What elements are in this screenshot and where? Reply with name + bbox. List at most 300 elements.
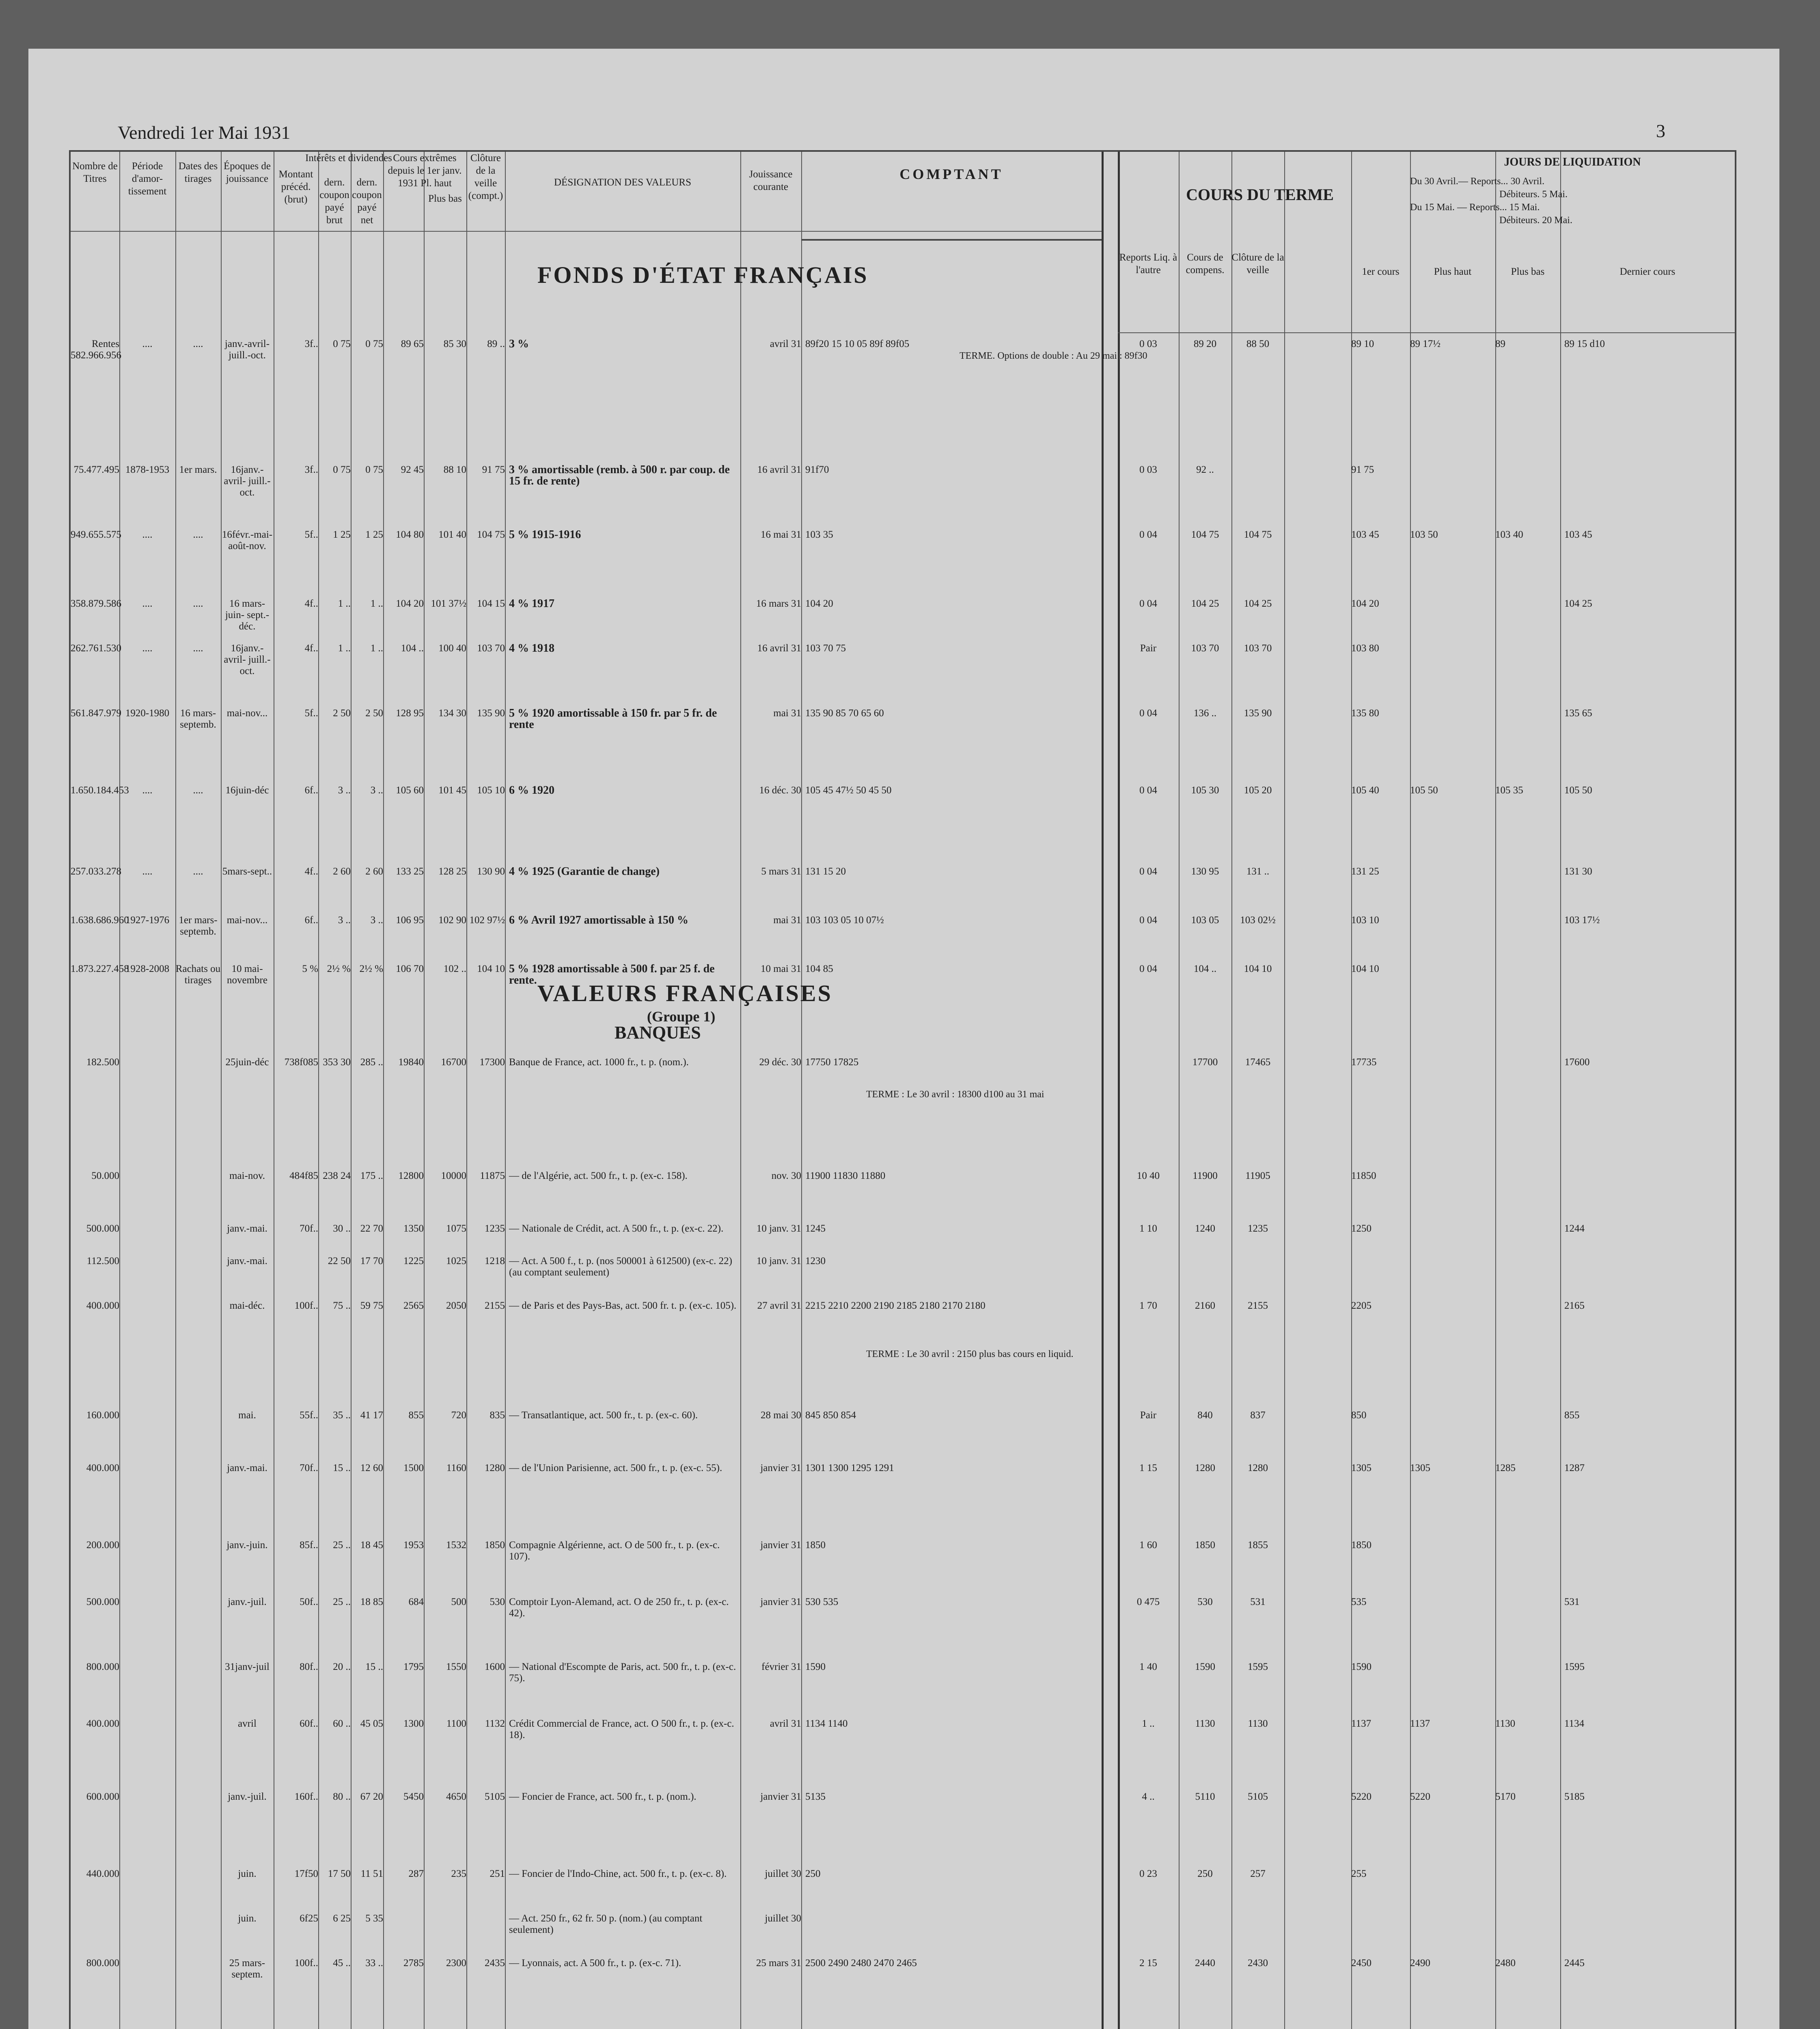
cell-periode: ....	[142, 338, 153, 349]
cell-brut: 45 ..	[333, 1958, 351, 1969]
cell-brut: 6 25	[333, 1913, 351, 1924]
cell-nombre: 600.000	[86, 1791, 119, 1802]
cell-desig: — National d'Escompte de Paris, act. 500 fr., t. p. (ex-c. 75).	[509, 1661, 736, 1684]
cell-nombre: 561.847.979	[71, 708, 121, 719]
col-bas: Plus bas	[428, 193, 462, 204]
cell-compens: 1130	[1195, 1718, 1215, 1729]
cell-veille: 89 ..	[487, 338, 505, 349]
cell-desig: 4 % 1918	[509, 642, 554, 655]
col-jouissance-courante: Jouissance courante	[749, 169, 793, 192]
cell-veille: 2435	[485, 1958, 505, 1969]
cell-premier: 1850	[1351, 1540, 1371, 1551]
cell-net: 15 ..	[365, 1661, 383, 1672]
cell-jour: mai 31	[773, 915, 801, 926]
col-comptant: COMPTANT	[899, 166, 1003, 182]
cell-dernier: 2165	[1564, 1300, 1585, 1311]
cell-haut: 1225	[403, 1256, 424, 1267]
cell-reports: 0 04	[1139, 785, 1157, 796]
cell-pbas: 2480	[1495, 1958, 1516, 1969]
cell-bas: 134 30	[438, 708, 466, 719]
cell-bas: 16700	[441, 1057, 466, 1068]
col-designation: DÉSIGNATION DES VALEURS	[554, 177, 691, 188]
cell-compens: 130 95	[1191, 866, 1219, 877]
cell-brut: 25 ..	[333, 1596, 351, 1607]
cell-cloture: 131 ..	[1246, 866, 1270, 877]
cell-bas: 2300	[446, 1958, 466, 1969]
cell-net: 3 ..	[370, 915, 383, 926]
cell-montant: 160f..	[294, 1791, 318, 1802]
cell-net: 2 50	[365, 708, 383, 719]
cell-periode: ....	[142, 598, 153, 609]
cell-brut: 1 ..	[338, 643, 351, 654]
cell-bas: 101 40	[438, 529, 466, 540]
cell-net: 18 45	[360, 1540, 383, 1551]
cell-brut: 3 ..	[338, 915, 351, 926]
cell-comptant: 104 85	[805, 963, 833, 974]
liq-line-3: Du 15 Mai. — Reports... 15 Mai.	[1410, 202, 1540, 213]
cell-desig: — de l'Union Parisienne, act. 500 fr., t. p. (ex-c. 55).	[509, 1463, 722, 1473]
cell-tirages: ....	[193, 643, 203, 654]
cell-net: 5 35	[365, 1913, 383, 1924]
cell-jouissance: mai.	[238, 1410, 256, 1421]
cell-nombre: 262.761.530	[71, 643, 121, 654]
cell-haut: 2785	[403, 1958, 424, 1969]
col-compens: Cours de compens.	[1186, 252, 1225, 276]
cell-haut: 684	[408, 1596, 424, 1607]
cell-jour: avril 31	[770, 338, 801, 349]
cell-comptant: 1850	[805, 1540, 826, 1551]
cell-jour: 16 avril 31	[757, 643, 801, 654]
cell-premier: 11850	[1351, 1170, 1376, 1181]
cell-jour: 29 déc. 30	[759, 1057, 801, 1068]
cell-brut: 30 ..	[333, 1223, 351, 1234]
cell-haut: 133 25	[396, 866, 424, 877]
cell-comptant: 1134 1140	[805, 1718, 848, 1729]
cell-phaut: 2490	[1410, 1958, 1430, 1969]
cell-comptant: 103 103 05 10 07½	[805, 915, 884, 926]
cell-jour: avril 31	[770, 1718, 801, 1729]
cell-compens: 17700	[1192, 1057, 1218, 1068]
cell-cloture: 135 90	[1244, 708, 1272, 719]
cell-tirages: ....	[193, 785, 203, 796]
cell-cloture: 105 20	[1244, 785, 1272, 796]
section-banques: BANQUES	[615, 1023, 701, 1043]
cell-montant: 3f..	[304, 464, 318, 475]
cell-phaut: 89 17½	[1410, 338, 1440, 349]
cell-jouissance: 16janv.-avril- juill.-oct.	[224, 464, 271, 498]
cell-bas: 2050	[446, 1300, 466, 1311]
cell-cloture: 17465	[1245, 1057, 1271, 1068]
cell-bas: 100 40	[438, 643, 466, 654]
cell-jouissance: mai-nov...	[226, 915, 268, 926]
cell-nombre: 500.000	[86, 1596, 119, 1607]
cell-premier: 1250	[1351, 1223, 1371, 1234]
cell-comptant: 11900 11830 11880	[805, 1170, 886, 1181]
cell-desig: — de l'Algérie, act. 500 fr., t. p. (ex-c. 158).	[509, 1170, 688, 1181]
cell-veille: 104 75	[477, 529, 505, 540]
cell-net: 285 ..	[360, 1057, 383, 1068]
cell-net: 2 60	[365, 866, 383, 877]
note-paris-pays-bas: TERME : Le 30 avril : 2150 plus bas cours en liquid.	[866, 1349, 1074, 1359]
col-montant: Montant précéd. (brut)	[278, 169, 313, 205]
cell-desig: 5 % 1920 amortissable à 150 fr. par 5 fr. de rente	[509, 707, 717, 731]
cell-montant: 70f..	[300, 1223, 318, 1234]
cell-comptant: 1590	[805, 1661, 826, 1672]
liq-line-2: Débiteurs. 5 Mai.	[1499, 189, 1568, 200]
cell-jour: 16 mai 31	[761, 529, 801, 540]
cell-haut: 5450	[403, 1791, 424, 1802]
cell-tirages: ....	[193, 866, 203, 877]
cell-jour: 27 avril 31	[757, 1300, 801, 1311]
cell-cloture: 103 02½	[1240, 915, 1276, 926]
cell-montant: 80f..	[300, 1661, 318, 1672]
cell-compens: 530	[1197, 1596, 1213, 1607]
cell-dernier: 105 50	[1564, 785, 1592, 796]
cell-reports: 1 60	[1139, 1540, 1157, 1551]
cell-bas: 85 30	[443, 338, 466, 349]
cell-bas: 101 45	[438, 785, 466, 796]
cell-nombre: 1.873.227.458	[71, 963, 129, 974]
cell-cloture: 11905	[1245, 1170, 1270, 1181]
cell-brut: 2 50	[333, 708, 351, 719]
cell-periode: 1920-1980	[125, 708, 170, 719]
cell-nombre: 949.655.575	[71, 529, 121, 540]
cell-dernier: 531	[1564, 1596, 1580, 1607]
cell-dernier: 131 30	[1564, 866, 1592, 877]
cell-compens: 250	[1197, 1868, 1213, 1879]
cell-nombre: 1.638.686.960	[71, 915, 129, 926]
cell-jouissance: 16juin-déc	[225, 785, 269, 796]
cell-net: 59 75	[360, 1300, 383, 1311]
cell-dernier: 104 25	[1564, 598, 1592, 609]
cell-compens: 104 25	[1191, 598, 1219, 609]
cell-nombre: 400.000	[86, 1463, 119, 1473]
cell-premier: 2205	[1351, 1300, 1371, 1311]
cell-veille: 2155	[485, 1300, 505, 1311]
cell-haut: 287	[408, 1868, 424, 1879]
cell-jouissance: 10 mai- novembre	[227, 963, 267, 986]
cell-premier: 2450	[1351, 1958, 1371, 1969]
cell-brut: 1 25	[333, 529, 351, 540]
cell-jour: mai 31	[773, 708, 801, 719]
cell-compens: 5110	[1195, 1791, 1215, 1802]
cell-reports: 10 40	[1136, 1170, 1160, 1181]
cell-brut: 3 ..	[338, 785, 351, 796]
cell-veille: 1235	[485, 1223, 505, 1234]
cell-nombre: 500.000	[86, 1223, 119, 1234]
cell-net: 17 70	[360, 1256, 383, 1267]
cell-phaut: 5220	[1410, 1791, 1430, 1802]
note-rente-option: TERME. Options de double : Au 29 mai : 89f30	[960, 351, 1147, 361]
cell-brut: 17 50	[328, 1868, 351, 1879]
cell-jouissance: 25 mars- septem.	[229, 1958, 265, 1980]
cell-compens: 92 ..	[1196, 464, 1214, 475]
cell-reports: 0 04	[1139, 529, 1157, 540]
cell-cloture: 2155	[1248, 1300, 1268, 1311]
cell-jouissance: janv.-juil.	[228, 1596, 267, 1607]
quotation-table	[69, 150, 1736, 2029]
cell-desig: 3 % amortissable (remb. à 500 r. par coup. de 15 fr. de rente)	[509, 463, 730, 487]
cell-reports: 1 15	[1139, 1463, 1157, 1473]
cell-dernier: 1134	[1564, 1718, 1585, 1729]
cell-montant: 6f..	[304, 785, 318, 796]
liq-line-1: Du 30 Avril.— Reports... 30 Avril.	[1410, 176, 1545, 187]
cell-montant: 85f..	[300, 1540, 318, 1551]
cell-veille: 105 10	[477, 785, 505, 796]
section-fonds-etat: FONDS D'ÉTAT FRANÇAIS	[537, 262, 869, 288]
cell-montant: 55f..	[300, 1410, 318, 1421]
cell-haut: 19840	[398, 1057, 424, 1068]
cell-premier: 103 10	[1351, 915, 1379, 926]
cell-premier: 17735	[1351, 1057, 1377, 1068]
cell-haut: 1300	[403, 1718, 424, 1729]
col-plus-bas: Plus bas	[1511, 266, 1545, 277]
cell-net: 0 75	[365, 338, 383, 349]
cell-comptant: 2500 2490 2480 2470 2465	[805, 1958, 917, 1969]
cell-comptant: 1245	[805, 1223, 826, 1234]
cell-haut: 2565	[403, 1300, 424, 1311]
cell-comptant: 1301 1300 1295 1291	[805, 1463, 894, 1473]
cell-cloture: 1235	[1248, 1223, 1268, 1234]
cell-compens: 105 30	[1191, 785, 1219, 796]
cell-jouissance: janv.-avril- juill.-oct.	[224, 338, 270, 361]
col-reports: Reports Liq. à l'autre	[1119, 252, 1177, 276]
cell-brut: 80 ..	[333, 1791, 351, 1802]
cell-net: 22 70	[360, 1223, 383, 1234]
cell-comptant: 135 90 85 70 65 60	[805, 708, 884, 719]
cell-jouissance: 16 mars-juin- sept.-déc.	[225, 598, 270, 632]
cell-comptant: 91f70	[805, 464, 829, 475]
col-plus-haut: Plus haut	[1434, 266, 1472, 277]
cell-dernier: 1287	[1564, 1463, 1585, 1473]
cell-jouissance: mai-déc.	[229, 1300, 265, 1311]
cell-desig: 5 % 1928 amortissable à 500 f. par 25 f. de rente.	[509, 963, 715, 986]
cell-net: 12 60	[360, 1463, 383, 1473]
cell-periode: 1878-1953	[125, 464, 170, 475]
cell-premier: 131 25	[1351, 866, 1379, 877]
cell-cloture: 104 75	[1244, 529, 1272, 540]
cell-montant: 3f..	[304, 338, 318, 349]
cell-net: 45 05	[360, 1718, 383, 1729]
cell-reports: 0 475	[1136, 1596, 1160, 1607]
cell-periode: ....	[142, 643, 153, 654]
cell-jouissance: janv.-juil.	[228, 1791, 267, 1802]
cell-veille: 835	[490, 1410, 505, 1421]
cell-montant: 70f..	[300, 1463, 318, 1473]
cell-reports: 2 15	[1139, 1958, 1157, 1969]
cell-jour: 10 janv. 31	[756, 1256, 801, 1267]
section-valeurs-francaises: VALEURS FRANÇAISES	[537, 980, 832, 1006]
cell-bas: 1532	[446, 1540, 466, 1551]
cell-reports: 1 10	[1139, 1223, 1157, 1234]
cell-haut: 1500	[403, 1463, 424, 1473]
cell-compens: 89 20	[1193, 338, 1217, 349]
cell-bas: 101 37½	[431, 598, 466, 609]
cell-periode: ....	[142, 866, 153, 877]
cell-dernier: 855	[1564, 1410, 1580, 1421]
cell-dernier: 1244	[1564, 1223, 1585, 1234]
cell-comptant: 89f20 15 10 05 89f 89f05	[805, 338, 910, 349]
cell-montant: 6f..	[304, 915, 318, 926]
cell-desig: 5 % 1915-1916	[509, 528, 581, 541]
cell-phaut: 1137	[1410, 1718, 1430, 1729]
cell-haut: 128 95	[396, 708, 424, 719]
cell-jour: 10 janv. 31	[756, 1223, 801, 1234]
cell-tirages: Rachats ou tirages	[175, 963, 221, 986]
col-dernier: Dernier cours	[1619, 266, 1676, 277]
cell-brut: 353 30	[323, 1057, 351, 1068]
cell-dernier: 103 17½	[1564, 915, 1600, 926]
cell-bas: 720	[451, 1410, 466, 1421]
cell-net: 1 ..	[370, 598, 383, 609]
cell-veille: 1850	[485, 1540, 505, 1551]
cell-brut: 1 ..	[338, 598, 351, 609]
cell-reports: 0 04	[1139, 866, 1157, 877]
cell-jour: nov. 30	[771, 1170, 801, 1181]
cell-dernier: 5185	[1564, 1791, 1585, 1802]
cell-montant: 17f50	[294, 1868, 318, 1879]
cell-jouissance: janv.-mai.	[227, 1256, 267, 1267]
cell-bas: 88 10	[443, 464, 466, 475]
cell-jouissance: 25juin-déc	[225, 1057, 269, 1068]
cell-jour: 10 mai 31	[761, 963, 801, 974]
cell-bas: 500	[451, 1596, 466, 1607]
cell-cloture: 1595	[1248, 1661, 1268, 1672]
cell-cloture: 1280	[1248, 1463, 1268, 1473]
cell-periode: ....	[142, 785, 153, 796]
cell-reports: 0 04	[1139, 963, 1157, 974]
cell-premier: 89 10	[1351, 338, 1374, 349]
cell-desig: — Act. A 500 f., t. p. (nos 500001 à 612500) (ex-c. 22) (au comptant seulement)	[509, 1256, 732, 1278]
cell-premier: 104 10	[1351, 963, 1379, 974]
cell-brut: 15 ..	[333, 1463, 351, 1473]
cell-bas: 4650	[446, 1791, 466, 1802]
cell-bas: 235	[451, 1868, 466, 1879]
cell-haut: 106 95	[396, 915, 424, 926]
cell-jour: 16 déc. 30	[759, 785, 801, 796]
cell-pbas: 103 40	[1495, 529, 1523, 540]
cell-cloture: 1855	[1248, 1540, 1268, 1551]
cell-net: 33 ..	[365, 1958, 383, 1969]
cell-jouissance: janv.-juin.	[226, 1540, 268, 1551]
cell-haut: 105 60	[396, 785, 424, 796]
cell-montant: 50f..	[300, 1596, 318, 1607]
cell-jour: janvier 31	[760, 1540, 801, 1551]
cell-compens: 1240	[1195, 1223, 1215, 1234]
cell-premier: 850	[1351, 1410, 1367, 1421]
cell-compens: 103 05	[1191, 915, 1219, 926]
cell-nombre: 182.500	[86, 1057, 119, 1068]
page-number: 3	[1656, 121, 1665, 141]
cell-desig: — Foncier de France, act. 500 fr., t. p. (nom.).	[509, 1791, 697, 1802]
cell-bas: 10000	[441, 1170, 466, 1181]
cell-net: 67 20	[360, 1791, 383, 1802]
cell-comptant: 250	[805, 1868, 821, 1879]
cell-veille: 104 10	[477, 963, 505, 974]
cell-net: 41 17	[360, 1410, 383, 1421]
cell-jour: 25 mars 31	[756, 1958, 801, 1969]
cell-premier: 1137	[1351, 1718, 1371, 1729]
page-date: Vendredi 1er Mai 1931	[118, 122, 291, 143]
cell-bas: 128 25	[438, 866, 466, 877]
cell-bas: 1075	[446, 1223, 466, 1234]
cell-tirages: 1er mars- septemb.	[179, 915, 218, 937]
col-brut: dern. coupon payé brut	[319, 177, 349, 226]
col-nombre: Nombre de Titres	[72, 161, 118, 184]
cell-nombre: 75.477.495	[73, 464, 119, 475]
cell-net: 11 51	[360, 1868, 383, 1879]
cell-reports: Pair	[1140, 643, 1157, 654]
cell-veille: 91 75	[482, 464, 505, 475]
cell-jour: janvier 31	[760, 1596, 801, 1607]
cell-phaut: 1305	[1410, 1463, 1430, 1473]
cell-jour: 16 avril 31	[757, 464, 801, 475]
cell-nombre: 1.650.184.453	[71, 785, 129, 796]
cell-jouissance: 16janv.-avril- juill.-oct.	[224, 643, 271, 676]
cell-desig: Comptoir Lyon-Alemand, act. O de 250 fr., t. p. (ex-c. 42).	[509, 1596, 729, 1619]
cell-premier: 105 40	[1351, 785, 1379, 796]
cell-jour: juillet 30	[765, 1868, 801, 1879]
cell-premier: 103 45	[1351, 529, 1379, 540]
cell-premier: 103 80	[1351, 643, 1379, 654]
note-banque-france: TERME : Le 30 avril : 18300 d100 au 31 mai	[866, 1089, 1044, 1100]
cell-jouissance: janv.-mai.	[227, 1463, 267, 1473]
cell-premier: 5220	[1351, 1791, 1371, 1802]
cell-net: 0 75	[365, 464, 383, 475]
cell-nombre: 400.000	[86, 1300, 119, 1311]
jours-liquidation: JOURS DE LIQUIDATION	[1504, 156, 1641, 168]
cell-haut: 104 ..	[401, 643, 424, 654]
cell-dernier: 2445	[1564, 1958, 1585, 1969]
cell-brut: 22 50	[328, 1256, 351, 1267]
cell-montant: 60f..	[300, 1718, 318, 1729]
cell-premier: 1305	[1351, 1463, 1371, 1473]
cell-montant: 6f25	[300, 1913, 318, 1924]
cell-nombre: 200.000	[86, 1540, 119, 1551]
cell-cloture: 88 50	[1246, 338, 1270, 349]
col-epoques: Époques de jouissance	[224, 161, 271, 184]
cell-desig: — Nationale de Crédit, act. A 500 fr., t. p. (ex-c. 22).	[509, 1223, 724, 1234]
cell-veille: 103 70	[477, 643, 505, 654]
cell-brut: 25 ..	[333, 1540, 351, 1551]
cell-haut: 12800	[398, 1170, 424, 1181]
cell-haut: 1350	[403, 1223, 424, 1234]
col-haut: Cours extrêmes depuis le 1er janv. 1931 Pl. haut	[388, 153, 462, 189]
cell-cloture: 5105	[1248, 1791, 1268, 1802]
cell-cloture: 104 25	[1244, 598, 1272, 609]
cell-jour: janvier 31	[760, 1463, 801, 1473]
cell-jouissance: janv.-mai.	[227, 1223, 267, 1234]
cell-tirages: 16 mars- septemb.	[180, 708, 216, 730]
cell-premier: 104 20	[1351, 598, 1379, 609]
cell-dernier: 89 15 d10	[1564, 338, 1605, 349]
cell-bas: 1100	[446, 1718, 466, 1729]
term-title: COURS DU TERME	[1186, 185, 1334, 204]
cell-haut: 855	[408, 1410, 424, 1421]
cell-veille: 17300	[479, 1057, 505, 1068]
cell-veille: 1280	[485, 1463, 505, 1473]
cell-periode: 1928-2008	[125, 963, 170, 974]
cell-cloture: 104 10	[1244, 963, 1272, 974]
cell-desig: — de Paris et des Pays-Bas, act. 500 fr. t. p. (ex-c. 105).	[509, 1300, 737, 1311]
cell-reports: Pair	[1140, 1410, 1157, 1421]
cell-montant: 738f085	[284, 1057, 318, 1068]
cell-periode: 1927-1976	[125, 915, 170, 926]
cell-comptant: 2215 2210 2200 2190 2185 2180 2170 2180	[805, 1300, 985, 1311]
cell-veille: 1218	[485, 1256, 505, 1267]
cell-montant: 4f..	[304, 643, 318, 654]
col-periode: Période d'amor-tissement	[128, 161, 167, 197]
